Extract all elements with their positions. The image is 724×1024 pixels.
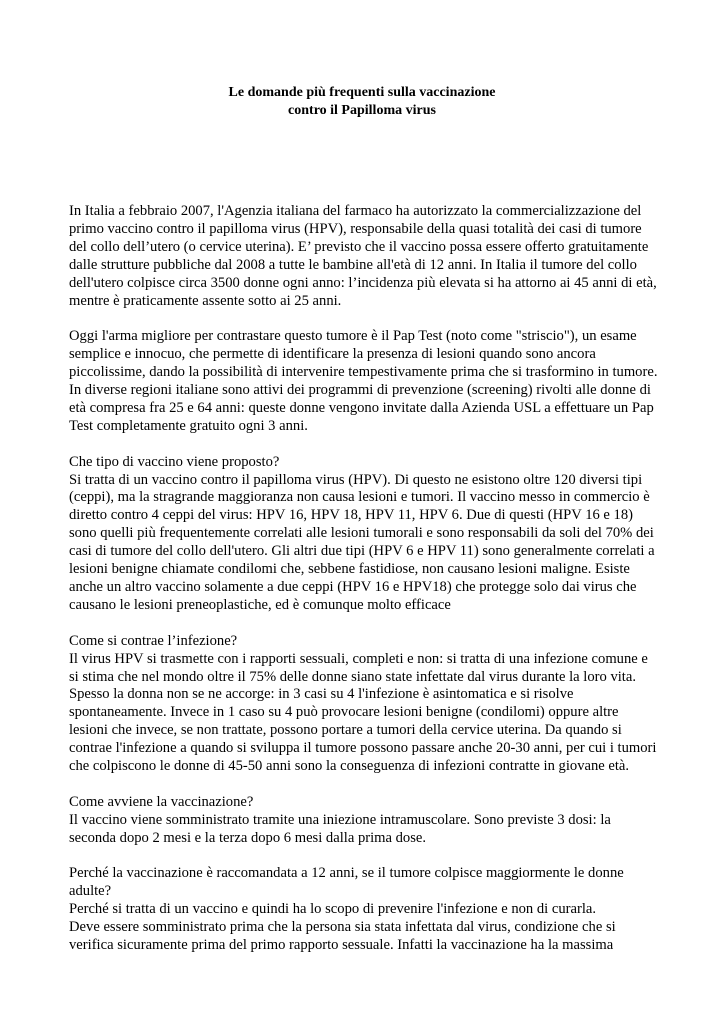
title-line-2: contro il Papilloma virus: [288, 103, 436, 118]
paragraph-screening: In diverse regioni italiane sono attivi dei programmi di prevenzione (screening) rivolti alle donne di età compresa fra 25 e 64 anni: queste donne vengono invitate dalla Azienda USL a effettuare un Pap Test completamente gratuito ogni 3 anni.: [69, 382, 654, 434]
paragraph-intro: In Italia a febbraio 2007, l'Agenzia italiana del farmaco ha autorizzato la commercializzazione del primo vaccino contro il papilloma virus (HPV), responsabile della quasi totalità dei casi di tumore del collo dell’utero (o cervice uterina). E’ previsto che il vaccino possa essere offerto gratuitamente dalle strutture pubbliche dal 2008 a tutte le bambine all'età di 12 anni. In Italia il tumore del collo dell'utero colpisce circa 3500 donne ogni anno: l’incidenza più elevata si ha attorno ai 45 anni di età, mentre è praticamente assente sotto ai 25 anni.: [69, 203, 657, 309]
question-vaccination-procedure: Come avviene la vaccinazione?: [69, 793, 254, 810]
paragraph-gap: [69, 615, 659, 633]
paragraph-gap: [69, 848, 659, 866]
answer-why-12-years: Perché si tratta di un vaccino e quindi ha lo scopo di prevenire l'infezione e non di curarla.: [69, 901, 597, 918]
answer-infection: Il virus HPV si trasmette con i rapporti sessuali, completi e non: si tratta di una infezione comune e si stima che nel mondo oltre il 75% delle donne siano state infettate dal virus durante la loro vita. Spesso la donna non se ne accorge: in 3 casi su 4 l'infezione è asintomatica e si risolve spontaneamente. Invece in 1 caso su 4 può provocare lesioni benigne (condilomi) oppure altre lesioni che invece, se non trattate, possono portare a tumori della cervice uterina. Da quando si contrae l'infezione a quando si sviluppa il tumore possono passare anche 20-30 anni, per cui i tumori che colpiscono le donne di 45-50 anni sono la conseguenza di infezioni contratte in giovane età.: [69, 650, 657, 775]
question-vaccine-type: Che tipo di vaccino viene proposto?: [69, 453, 280, 470]
title-line-1: Le domande più frequenti sulla vaccinazione: [228, 85, 496, 100]
answer-vaccine-type: Si tratta di un vaccino contro il papilloma virus (HPV). Di questo ne esistono oltre 120 diversi tipi (ceppi), ma la stragrande maggioranza non causa lesioni e tumori. Il vaccino messo in commercio è diretto contro 4 ceppi del virus: HPV 16, HPV 18, HPV 11, HPV 6. Due di questi (HPV 16 e 18) sono quelli più frequentemente correlati alle lesioni tumorali e sono responsabili da soli del 70% dei casi di tumore del collo dell'utero. Gli altri due tipi (HPV 6 e HPV 11) sono generalmente correlati a lesioni benigne chiamate condilomi che, sebbene fastidiose, non causano lesioni maligne. Esiste anche un altro vaccino solamente a due ceppi (HPV 16 e HPV18) che protegge solo dai virus che causano le lesioni preneoplastiche, ed è comunque molto efficace: [69, 471, 655, 613]
paragraph-gap: [69, 436, 659, 454]
answer-why-12-years-continued: Deve essere somministrato prima che la persona sia stata infettata dal virus, condizione che si verifica sicuramente prima del primo rapporto sessuale. Infatti la vaccinazione ha la massima: [69, 919, 616, 954]
paragraph-gap: [69, 310, 659, 328]
answer-vaccination-procedure: Il vaccino viene somministrato tramite una iniezione intramuscolare. Sono previste 3 dosi: la seconda dopo 2 mesi e la terza dopo 6 mesi dalla prima dose.: [69, 811, 611, 846]
paragraph-pap-test: Oggi l'arma migliore per contrastare questo tumore è il Pap Test (noto come "striscio"), un esame semplice e innocuo, che permette di identificare la presenza di lesioni quando sono ancora piccolissime, dando la possibilità di intervenire tempestivamente prima che si trasformino in tumore.: [69, 328, 658, 381]
document-title: [0, 84, 724, 120]
question-why-12-years: Perché la vaccinazione è raccomandata a 12 anni, se il tumore colpisce maggiormente le donne adulte?: [69, 865, 624, 900]
document-body: [69, 203, 659, 955]
question-infection: Come si contrae l’infezione?: [69, 632, 238, 649]
paragraph-gap: [69, 776, 659, 794]
